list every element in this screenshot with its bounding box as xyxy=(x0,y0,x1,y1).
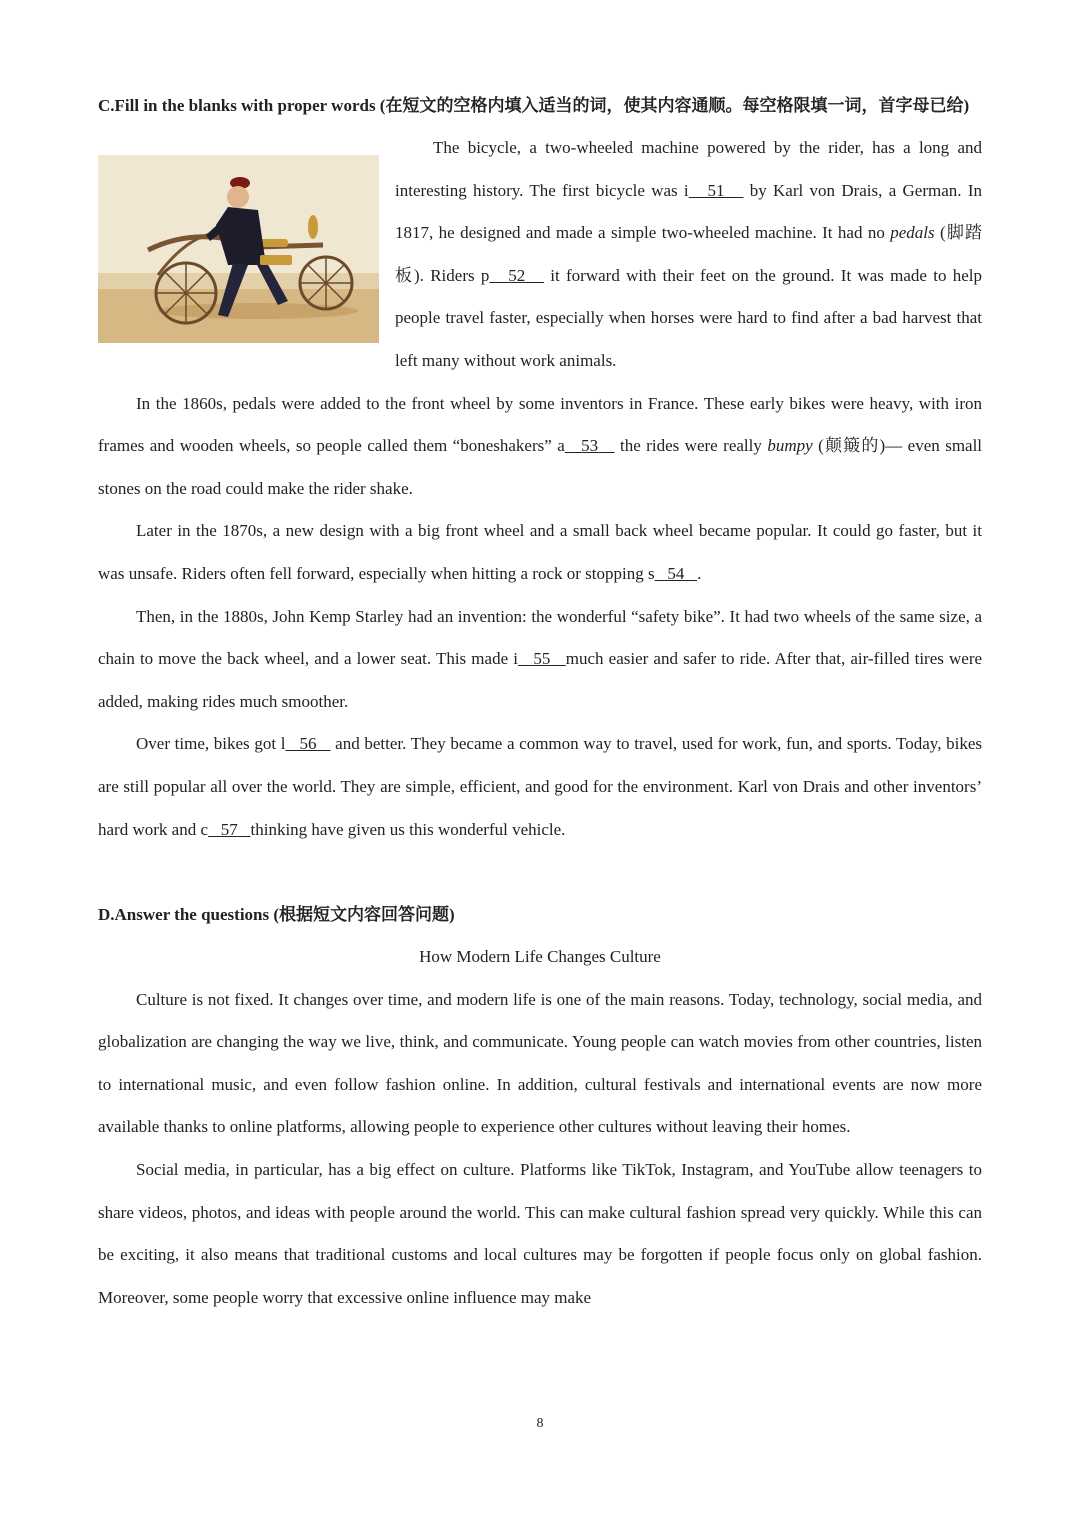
section-d-heading: D.Answer the questions (根据短文内容回答问题) xyxy=(98,905,455,925)
p5-text-a: Over time, bikes got l xyxy=(136,734,286,754)
draisine-illustration xyxy=(98,155,379,343)
blank-52 xyxy=(489,266,544,285)
blank-54 xyxy=(655,564,698,583)
p1-text-d: it forward with their feet on the ground. It was made to help people travel faster, especially when horses were hard to find after a bad harvest that left many without work animals. xyxy=(395,265,983,370)
section-d-paragraph-1: Culture is not fixed. It changes over time, and modern life is one of the main reasons. Today, technology, social media, and globalization are changing the way we live, think, and communicate. Young people can watch movies from other countries, listen to international music, and even follow fashion online. In addition, cultural festivals and international events are now more available thanks to online platforms, allowing people to experience other cultures without leaving their homes. xyxy=(98,989,982,1137)
blank-56-number: 56 xyxy=(299,734,317,754)
p2-text-a: In the 1860s, pedals were added to the front wheel by some inventors in France. These early bikes were heavy, with iron frames and wooden wheels, so people called them “boneshakers” a xyxy=(98,393,982,456)
blank-51-number: 51 xyxy=(707,180,725,200)
blank-53 xyxy=(565,436,615,455)
p1-text-a: The bicycle, a two-wheeled machine powered by the rider, has a long and interesting history. The first bicycle was i xyxy=(395,138,982,200)
blank-51 xyxy=(689,181,744,200)
passage-title: How Modern Life Changes Culture xyxy=(419,947,661,967)
worksheet-page xyxy=(98,84,982,1319)
p3-text-a: Later in the 1870s, a new design with a big front wheel and a small back wheel became popular. It could go faster, but it was unsafe. Riders often fell forward, especially when hitting a rock or stopping s xyxy=(98,521,982,583)
section-c-paragraph-4 xyxy=(98,596,982,724)
p2-text-b: the rides were really xyxy=(614,436,768,456)
p3-text-b: . xyxy=(697,563,702,583)
word-pedals: pedals xyxy=(890,223,935,243)
section-c-paragraph-2 xyxy=(98,383,982,511)
blank-56 xyxy=(285,734,330,753)
p1-text-b: by Karl von Drais, a German. In 1817, he designed and made a simple two-wheeled machine. It had no xyxy=(395,180,982,243)
section-c-paragraph-3 xyxy=(98,510,982,595)
p5-text-b: and better. They became a common way to travel, used for work, fun, and sports. Today, bikes are still popular all over the world. They are simple, efficient, and good for the environment. Karl von Drais and other inventors’ hard work and c xyxy=(98,734,982,839)
section-c-heading: C.Fill in the blanks with proper words (在短文的空格内填入适当的词，使其内容通顺。每空格限填一词，首字母已给) xyxy=(98,96,970,115)
p4-text-a: Then, in the 1880s, John Kemp Starley had an invention: the wonderful “safety bike”. It had two wheels of the same size, a chain to move the back wheel, and a lower seat. This made i xyxy=(98,606,982,669)
section-c-paragraph-5 xyxy=(98,723,982,851)
blank-57-number: 57 xyxy=(220,819,238,839)
blank-54-number: 54 xyxy=(667,563,685,583)
blank-53-number: 53 xyxy=(581,436,599,456)
section-d-paragraph-2: Social media, in particular, has a big effect on culture. Platforms like TikTok, Instagram, and YouTube allow teenagers to share videos, photos, and ideas with people around the world. This can make cultural fashion spread very quickly. While this can be exciting, it also means that traditional customs and local cultures may be forgotten if people focus only on global fashion. Moreover, some people worry that excessive online influence may make xyxy=(98,1160,982,1307)
p1-text-c: (脚踏板). Riders p xyxy=(395,223,982,285)
section-gap xyxy=(98,851,982,893)
p5-text-c: thinking have given us this wonderful vehicle. xyxy=(250,819,566,839)
blank-52-number: 52 xyxy=(508,265,526,285)
page-number: 8 xyxy=(536,1416,544,1431)
blank-55-number: 55 xyxy=(533,649,551,669)
blank-55 xyxy=(518,649,566,668)
p2-text-c: (颠簸的)— even small stones on the road could make the rider shake. xyxy=(98,436,983,498)
p4-text-b: much easier and safer to ride. After that, air-filled tires were added, making rides much smoother. xyxy=(98,649,983,711)
blank-57 xyxy=(208,820,251,839)
word-bumpy: bumpy xyxy=(767,436,813,456)
